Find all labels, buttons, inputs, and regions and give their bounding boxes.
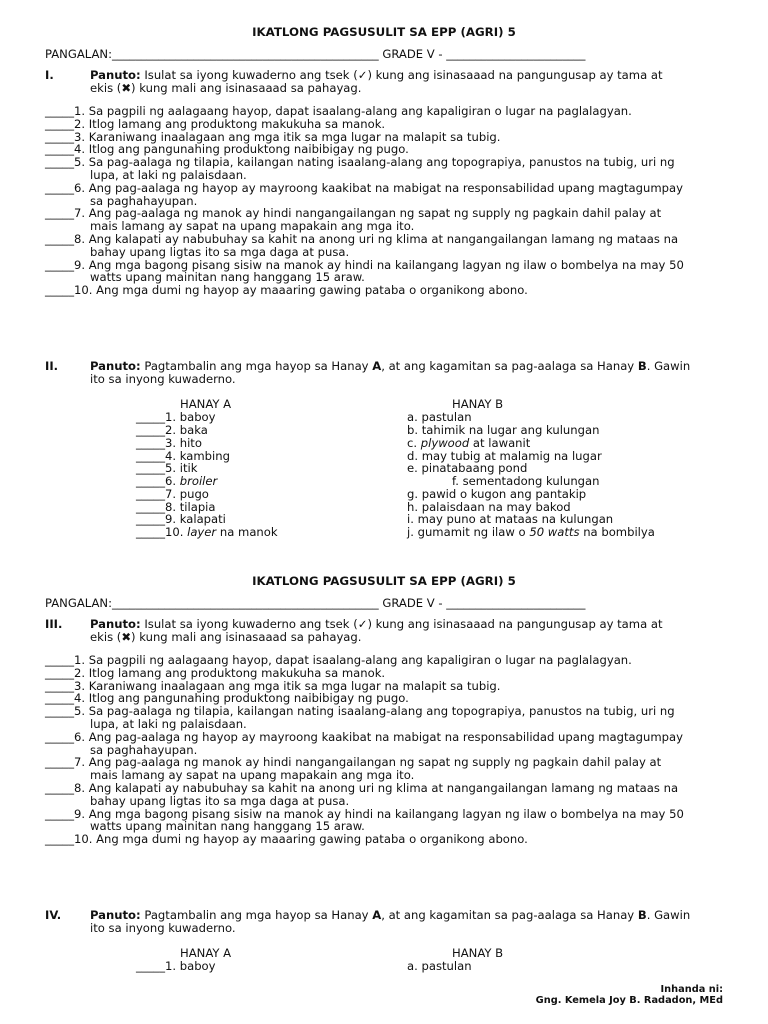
- tf-item: _____3. Karaniwang inaalagaan ang mga itik sa mga lugar na malapit sa tubig.: [45, 678, 501, 693]
- tf-item: _____2. Itlog lamang ang produktong makukuha sa manok.: [45, 665, 386, 680]
- tf-item: _____3. Karaniwang inaalagaan ang mga itik sa mga lugar na malapit sa tubig.: [45, 129, 501, 144]
- section-number: III.: [45, 617, 63, 631]
- hanay-a-item: _____1. baboy: [136, 959, 216, 973]
- instruction-text-cont: ekis (✖) kung mali ang isinasaaad sa pahayag.: [90, 80, 362, 95]
- tf-item: _____9. Ang mga bagong pisang sisiw na manok ay hindi na kailangang lagyan ng ilaw o bombelya na may 50 watts upang mainitan nang hanggang 15 araw.: [45, 806, 684, 834]
- hanay-a-item: _____7. pugo: [136, 487, 209, 501]
- true-false-list: [45, 105, 725, 297]
- section-1-instructions: [45, 69, 725, 95]
- hanay-b-header: HANAY B: [452, 397, 504, 411]
- tf-item: _____8. Ang kalapati ay nabubuhay sa kahit na anong uri ng klima at nangangailangan lamang ng mataas na bahay upang ligtas ito sa mga daga at pusa.: [45, 780, 679, 808]
- tf-item: _____4. Itlog ang pangunahing produktong naibibigay ng pugo.: [45, 142, 409, 157]
- hanay-b-item: d. may tubig at malamig na lugar: [407, 449, 602, 463]
- name-grade-line-repeat: PANGALAN:______________________________________________ GRADE V - ________________________: [45, 596, 586, 610]
- tf-item: _____8. Ang kalapati ay nabubuhay sa kahit na anong uri ng klima at nangangailangan lamang ng mataas na bahay upang ligtas ito sa mga daga at pusa.: [45, 231, 679, 259]
- hanay-b-item: c. plywood at lawanit: [407, 436, 531, 450]
- section-number: I.: [45, 68, 54, 82]
- instruction-text-cont: ito sa inyong kuwaderno.: [90, 371, 236, 386]
- instruction-text-cont: ekis (✖) kung mali ang isinasaaad sa pahayag.: [90, 629, 362, 644]
- instruction-label: Panuto:: [90, 908, 141, 922]
- instruction-label: Panuto:: [90, 359, 141, 373]
- hanay-b-item: a. pastulan: [407, 410, 472, 424]
- hanay-a-item: _____9. kalapati: [136, 512, 226, 526]
- instruction-text-cont: ito sa inyong kuwaderno.: [90, 920, 236, 935]
- tf-item: _____9. Ang mga bagong pisang sisiw na manok ay hindi na kailangang lagyan ng ilaw o bombelya na may 50 watts upang mainitan nang hanggang 15 araw.: [45, 257, 684, 285]
- hanay-a-item: _____5. itik: [136, 461, 198, 475]
- hanay-b-item: e. pinatabaang pond: [407, 461, 528, 475]
- hanay-a-item: _____6. broiler: [136, 474, 218, 488]
- name-grade-line: PANGALAN:______________________________________________ GRADE V - ________________________: [45, 47, 586, 61]
- hanay-b-item: a. pastulan: [407, 959, 472, 973]
- instruction-label: Panuto:: [90, 68, 141, 82]
- section-number: II.: [45, 359, 59, 373]
- tf-item: _____1. Sa pagpili ng aalagaang hayop, dapat isaalang-alang ang kapaligiran o lugar na paglalagyan.: [45, 104, 632, 118]
- hanay-a-item: _____1. baboy: [136, 410, 216, 424]
- tf-item: _____10. Ang mga dumi ng hayop ay maaaring gawing pataba o organikong abono.: [45, 832, 528, 847]
- hanay-b-item: h. palaisdaan na may bakod: [407, 500, 571, 514]
- section-2-instructions: II. Panuto: Pagtambalin ang mga hayop sa Hanay A, at ang kagamitan sa pag-aalaga sa Hanay B. Gawin ito sa inyong kuwaderno.: [45, 360, 725, 386]
- hanay-a-header: HANAY A: [180, 397, 232, 411]
- true-false-list-repeat: [45, 654, 725, 846]
- hanay-b-item: f. sementadong kulungan: [452, 474, 600, 488]
- author-name: Gng. Kemela Joy B. Radadon, MEd: [535, 995, 723, 1006]
- hanay-a-item: _____2. baka: [136, 423, 208, 437]
- tf-item: _____4. Itlog ang pangunahing produktong naibibigay ng pugo.: [45, 691, 409, 706]
- instruction-label: Panuto:: [90, 617, 141, 631]
- hanay-b-item: j. gumamit ng ilaw o 50 watts na bombilya: [407, 525, 655, 539]
- section-4-instructions: IV. Panuto: Pagtambalin ang mga hayop sa Hanay A, at ang kagamitan sa pag-aalaga sa Hanay B. Gawin ito sa inyong kuwaderno.: [45, 909, 725, 935]
- tf-item: _____5. Sa pag-aalaga ng tilapia, kailangan nating isaalang-alang ang topograpiya, panustos na tubig, uri ng lupa, at laki ng palaisdaan.: [45, 704, 675, 731]
- tf-item: _____7. Ang pag-aalaga ng manok ay hindi nangangailangan ng sapat ng supply ng pagkain dahil palay at mais lamang ay sapat na upang mapakain ang mga ito.: [45, 206, 662, 234]
- section-3-instructions: [45, 618, 725, 644]
- hanay-a-item: _____10. layer na manok: [136, 525, 278, 539]
- tf-item: _____7. Ang pag-aalaga ng manok ay hindi nangangailangan ng sapat ng supply ng pagkain dahil palay at mais lamang ay sapat na upang mapakain ang mga ito.: [45, 755, 662, 783]
- prepared-by-signature: [536, 984, 723, 1006]
- page-title: IKATLONG PAGSUSULIT SA EPP (AGRI) 5: [252, 25, 516, 39]
- tf-item: _____2. Itlog lamang ang produktong makukuha sa manok.: [45, 116, 386, 131]
- hanay-a-header-repeat: HANAY A: [180, 946, 232, 960]
- hanay-b-item: b. tahimik na lugar ang kulungan: [407, 423, 600, 437]
- hanay-a-item: _____4. kambing: [136, 449, 230, 463]
- instruction-text: Isulat sa iyong kuwaderno ang tsek (✓) kung ang isinasaaad na pangungusap ay tama at: [140, 617, 663, 631]
- prepared-by-label: Inhanda ni:: [660, 984, 723, 995]
- hanay-a-item: _____8. tilapia: [136, 500, 216, 514]
- tf-item: _____6. Ang pag-aalaga ng hayop ay mayroong kaakibat na mabigat na responsabilidad upang magtagumpay sa paghahayupan.: [45, 729, 683, 757]
- tf-item: _____6. Ang pag-aalaga ng hayop ay mayroong kaakibat na mabigat na responsabilidad upang magtagumpay sa paghahayupan.: [45, 180, 683, 208]
- hanay-a-item: _____3. hito: [136, 436, 202, 450]
- hanay-b-header-repeat: HANAY B: [452, 946, 504, 960]
- section-number: IV.: [45, 908, 62, 922]
- tf-item: _____1. Sa pagpili ng aalagaang hayop, dapat isaalang-alang ang kapaligiran o lugar na paglalagyan.: [45, 653, 632, 667]
- tf-item: _____10. Ang mga dumi ng hayop ay maaaring gawing pataba o organikong abono.: [45, 283, 528, 298]
- instruction-text: Isulat sa iyong kuwaderno ang tsek (✓) kung ang isinasaaad na pangungusap ay tama at: [140, 68, 663, 82]
- tf-item: _____5. Sa pag-aalaga ng tilapia, kailangan nating isaalang-alang ang topograpiya, panustos na tubig, uri ng lupa, at laki ng palaisdaan.: [45, 155, 675, 182]
- hanay-b-item: i. may puno at mataas na kulungan: [407, 512, 614, 526]
- hanay-b-item: g. pawid o kugon ang pantakip: [407, 487, 587, 501]
- page-title-repeat: IKATLONG PAGSUSULIT SA EPP (AGRI) 5: [252, 574, 516, 588]
